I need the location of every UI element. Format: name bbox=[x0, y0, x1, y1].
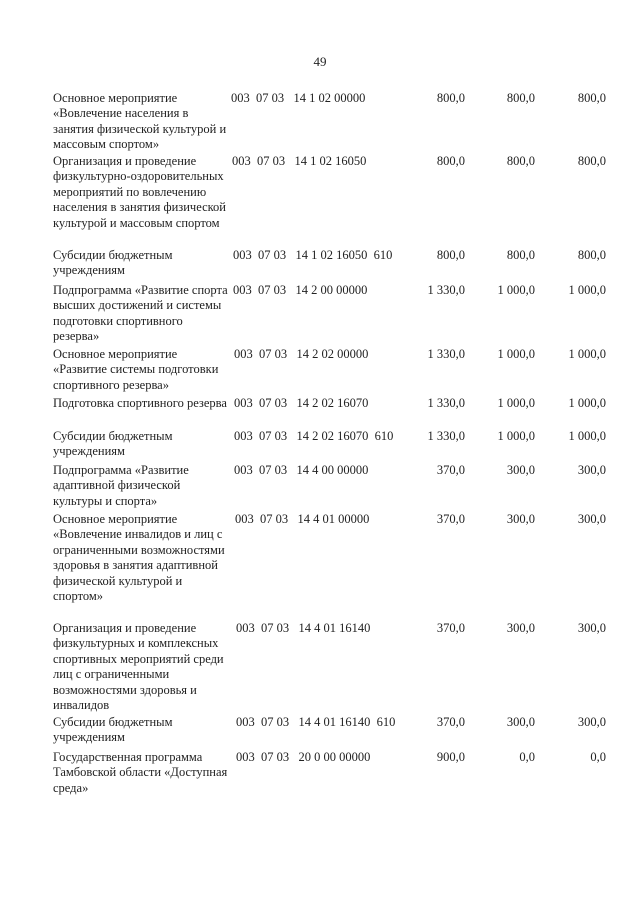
row-code: 003 07 03 14 2 00 00000 bbox=[233, 283, 368, 297]
row-value-3: 1 000,0 bbox=[568, 347, 606, 361]
row-value-3: 300,0 bbox=[577, 715, 606, 729]
row-value-1: 900,0 bbox=[436, 750, 465, 764]
row-name: Основное мероприятие «Вовлечение инвалидов и лиц с ограниченными возможностями здоровья в занятия адаптивной физической культурой и спортом» bbox=[53, 512, 225, 604]
row-name: Организация и проведение физкультурно-оздоровительных мероприятий по вовлечению населения в занятия физической культурой и массовым спортом bbox=[53, 154, 226, 230]
row-name: Основное мероприятие «Вовлечение населения в занятия физической культурой и массовым спортом» bbox=[53, 91, 227, 152]
row-value-2: 0,0 bbox=[519, 750, 535, 764]
row-name: Подпрограмма «Развитие адаптивной физической культуры и спорта» bbox=[53, 463, 189, 508]
row-code: 003 07 03 14 1 02 16050 bbox=[232, 154, 367, 168]
row-code: 003 07 03 14 1 02 00000 bbox=[231, 91, 366, 105]
row-value-1: 370,0 bbox=[436, 715, 465, 729]
row-code: 003 07 03 14 2 02 16070 610 bbox=[234, 429, 394, 443]
row-value-1: 1 330,0 bbox=[427, 347, 465, 361]
row-value-2: 300,0 bbox=[506, 463, 535, 477]
row-name: Государственная программа Тамбовской области «Доступная среда» bbox=[53, 750, 228, 795]
row-code: 003 07 03 14 2 02 16070 bbox=[234, 396, 369, 410]
row-value-1: 800,0 bbox=[436, 91, 465, 105]
row-value-1: 370,0 bbox=[436, 463, 465, 477]
row-value-1: 370,0 bbox=[436, 621, 465, 635]
row-code: 003 07 03 14 4 01 16140 bbox=[236, 621, 371, 635]
row-value-3: 300,0 bbox=[577, 512, 606, 526]
row-value-2: 800,0 bbox=[506, 91, 535, 105]
row-value-2: 1 000,0 bbox=[497, 347, 535, 361]
row-value-3: 1 000,0 bbox=[568, 283, 606, 297]
row-code: 003 07 03 14 4 01 00000 bbox=[235, 512, 370, 526]
row-value-1: 800,0 bbox=[436, 248, 465, 262]
row-value-3: 300,0 bbox=[577, 463, 606, 477]
row-code: 003 07 03 20 0 00 00000 bbox=[236, 750, 371, 764]
row-value-3: 0,0 bbox=[590, 750, 606, 764]
row-value-1: 1 330,0 bbox=[427, 283, 465, 297]
row-name: Подпрограмма «Развитие спорта высших достижений и системы подготовки спортивного резерва» bbox=[53, 283, 228, 344]
row-value-3: 800,0 bbox=[577, 154, 606, 168]
row-value-2: 300,0 bbox=[506, 621, 535, 635]
row-value-2: 300,0 bbox=[506, 715, 535, 729]
row-name: Основное мероприятие «Развитие системы подготовки спортивного резерва» bbox=[53, 347, 219, 392]
row-code: 003 07 03 14 4 00 00000 bbox=[234, 463, 369, 477]
row-value-3: 800,0 bbox=[577, 91, 606, 105]
row-name: Субсидии бюджетным учреждениям bbox=[53, 248, 173, 278]
row-code: 003 07 03 14 4 01 16140 610 bbox=[236, 715, 396, 729]
row-value-3: 300,0 bbox=[577, 621, 606, 635]
row-value-3: 1 000,0 bbox=[568, 396, 606, 410]
row-value-2: 300,0 bbox=[506, 512, 535, 526]
row-value-2: 1 000,0 bbox=[497, 283, 535, 297]
row-value-3: 1 000,0 bbox=[568, 429, 606, 443]
row-value-2: 1 000,0 bbox=[497, 429, 535, 443]
row-value-2: 1 000,0 bbox=[497, 396, 535, 410]
row-value-1: 1 330,0 bbox=[427, 429, 465, 443]
page-number: 49 bbox=[313, 54, 327, 69]
row-code: 003 07 03 14 2 02 00000 bbox=[234, 347, 369, 361]
row-name: Организация и проведение физкультурных и комплексных спортивных мероприятий среди лиц с ограниченными возможностями здоровья и инвалидов bbox=[53, 621, 224, 713]
row-value-2: 800,0 bbox=[506, 154, 535, 168]
row-name: Субсидии бюджетным учреждениям bbox=[53, 715, 173, 745]
row-value-2: 800,0 bbox=[506, 248, 535, 262]
row-value-1: 370,0 bbox=[436, 512, 465, 526]
row-code: 003 07 03 14 1 02 16050 610 bbox=[233, 248, 393, 262]
row-value-1: 1 330,0 bbox=[427, 396, 465, 410]
row-name: Подготовка спортивного резерва bbox=[53, 396, 227, 410]
row-value-1: 800,0 bbox=[436, 154, 465, 168]
row-name: Субсидии бюджетным учреждениям bbox=[53, 429, 173, 459]
row-value-3: 800,0 bbox=[577, 248, 606, 262]
